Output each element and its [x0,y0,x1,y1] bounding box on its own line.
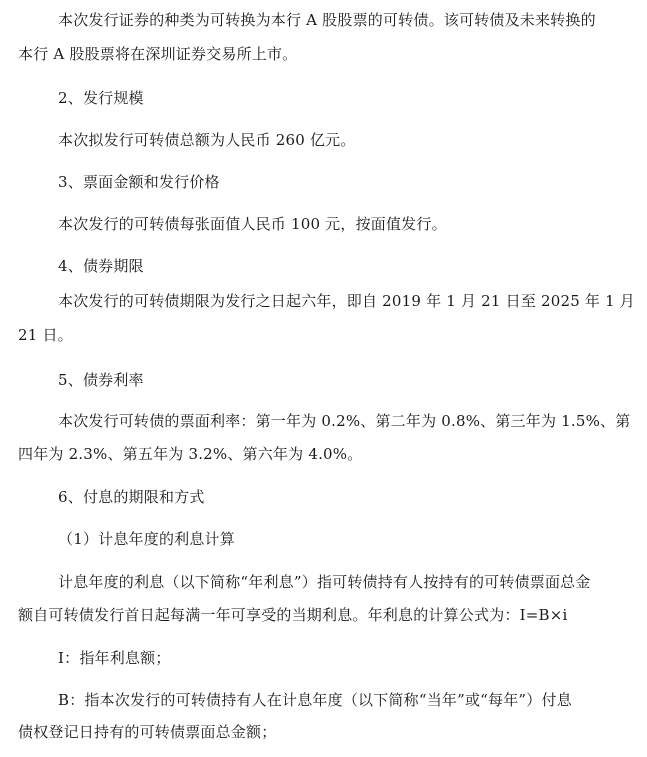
paragraph-line: 计息年度的利息（以下简称“年利息”）指可转债持有人按持有的可转债票面总金 [58,573,591,591]
paragraph-line: B：指本次发行的可转债持有人在计息年度（以下简称“当年”或“每年”）付息 [58,691,572,709]
section-heading: 2、发行规模 [58,89,144,107]
section-heading: 3、票面金额和发行价格 [58,173,220,191]
paragraph-line: 21 日。 [18,326,73,344]
paragraph-line: 本行 A 股股票将在深圳证券交易所上市。 [18,45,298,63]
paragraph-line: 本次发行的可转债每张面值人民币 100 元，按面值发行。 [58,215,447,233]
paragraph-line: 本次发行证券的种类为可转换为本行 A 股股票的可转债。该可转债及未来转换的 [58,11,596,29]
section-heading: 4、债券期限 [58,257,144,275]
subsection-heading: （1）计息年度的利息计算 [58,530,235,548]
paragraph-line: 额自可转债发行首日起每满一年可享受的当期利息。年利息的计算公式为：I=B×i [18,606,568,624]
paragraph-line: I：指年利息额； [58,649,171,667]
section-heading: 5、债券利率 [58,371,144,389]
paragraph-line: 本次发行可转债的票面利率：第一年为 0.2%、第二年为 0.8%、第三年为 1.5%、第 [58,412,631,430]
paragraph-line: 债权登记日持有的可转债票面总金额； [18,723,277,741]
paragraph-line: 四年为 2.3%、第五年为 3.2%、第六年为 4.0%。 [18,445,363,463]
section-heading: 6、付息的期限和方式 [58,488,205,506]
paragraph-line: 本次发行的可转债期限为发行之日起六年，即自 2019 年 1 月 21 日至 2025 年 1 月 [58,292,636,310]
paragraph-line: 本次拟发行可转债总额为人民币 260 亿元。 [58,131,356,149]
